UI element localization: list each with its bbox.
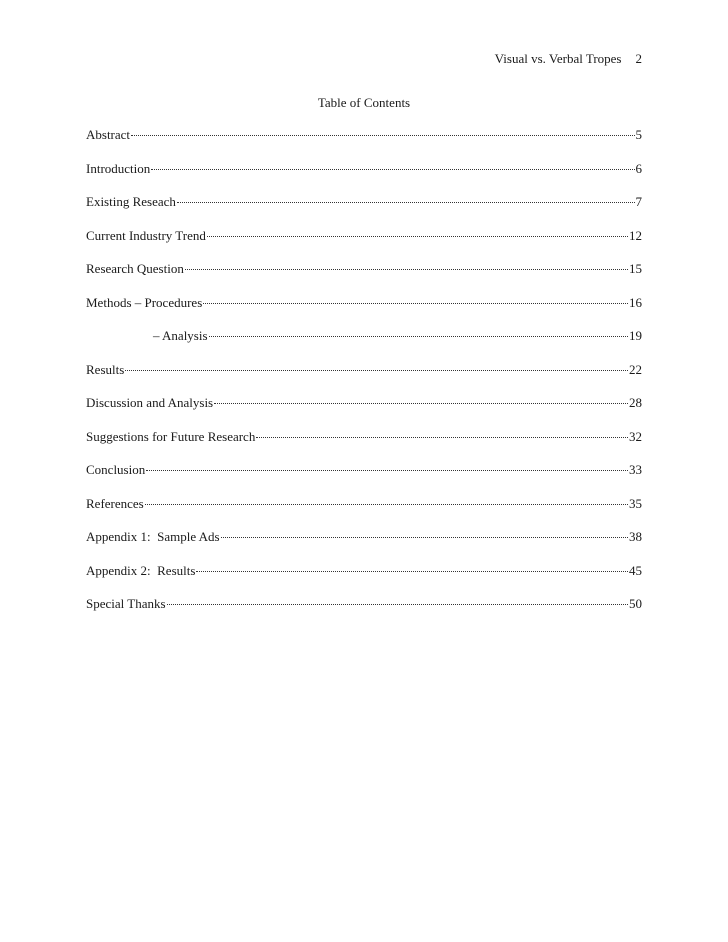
- dot-leader: [146, 470, 628, 471]
- toc-entry-page: 38: [629, 529, 642, 544]
- toc-entry-page: 45: [629, 562, 642, 578]
- dot-leader: [125, 370, 628, 371]
- page-number: 2: [635, 51, 642, 66]
- running-head: [495, 51, 642, 67]
- toc-entry-appendix-1[interactable]: [86, 529, 642, 563]
- running-title: Visual vs. Verbal Tropes: [494, 51, 622, 66]
- toc-entry-label: Discussion and Analysis: [86, 395, 214, 410]
- toc-entry-special-thanks[interactable]: [86, 596, 642, 630]
- toc-entry-abstract[interactable]: [86, 127, 642, 161]
- dot-leader: [207, 236, 628, 237]
- toc-entry-page: 28: [629, 395, 642, 410]
- toc-entry-label: Conclusion: [86, 462, 146, 477]
- toc-entry-page: 7: [635, 194, 642, 209]
- toc-entry-page: 5: [635, 127, 642, 142]
- dot-leader: [221, 537, 628, 538]
- toc-entry-label: References: [86, 495, 144, 511]
- toc-entry-suggestions-future-research[interactable]: [86, 429, 642, 463]
- toc-title: Table of Contents: [317, 95, 411, 110]
- toc-entry-label: Methods – Procedures: [86, 294, 203, 310]
- toc-entry-page: 22: [629, 361, 642, 377]
- dot-leader: [167, 604, 628, 605]
- dot-leader: [151, 169, 634, 170]
- dot-leader: [203, 303, 628, 304]
- toc-entry-introduction[interactable]: [86, 161, 642, 195]
- toc-entry-page: 12: [629, 227, 642, 243]
- toc-entry-page: 35: [629, 495, 642, 511]
- toc-entry-label: Abstract: [86, 127, 131, 142]
- toc-entry-results[interactable]: [86, 362, 642, 396]
- toc-entry-page: 6: [635, 160, 642, 176]
- dot-leader: [256, 437, 628, 438]
- toc-entry-label: Current Industry Trend: [86, 227, 206, 243]
- toc-entry-appendix-2[interactable]: [86, 563, 642, 597]
- toc-entry-label: Research Question: [86, 261, 184, 276]
- toc-entry-label: Appendix 1: Sample Ads: [86, 529, 220, 544]
- toc-entry-label: Results: [86, 361, 125, 377]
- toc-entry-label: Introduction: [86, 160, 151, 176]
- toc-entry-methods-procedures[interactable]: [86, 295, 642, 329]
- dot-leader: [145, 504, 628, 505]
- dot-leader: [131, 135, 634, 136]
- toc-entry-label: Suggestions for Future Research: [86, 428, 256, 444]
- toc-entry-conclusion[interactable]: [86, 462, 642, 496]
- toc-entry-existing-research[interactable]: [86, 194, 642, 228]
- toc-entry-current-industry-trend[interactable]: [86, 228, 642, 262]
- toc-entry-label: Special Thanks: [86, 596, 166, 611]
- dot-leader: [209, 336, 628, 337]
- dot-leader: [214, 403, 628, 404]
- table-of-contents: [86, 127, 642, 630]
- toc-entry-page: 33: [629, 462, 642, 477]
- toc-entry-discussion-and-analysis[interactable]: [86, 395, 642, 429]
- toc-entry-page: 50: [629, 596, 642, 611]
- dot-leader: [196, 571, 628, 572]
- toc-entry-research-question[interactable]: [86, 261, 642, 295]
- toc-entry-label: Appendix 2: Results: [86, 562, 196, 578]
- toc-entry-page: 32: [629, 428, 642, 444]
- dot-leader: [185, 269, 628, 270]
- toc-entry-label: Existing Reseach: [86, 194, 176, 209]
- toc-entry-page: 19: [629, 328, 642, 343]
- dot-leader: [177, 202, 635, 203]
- toc-entry-methods-analysis[interactable]: [86, 328, 642, 362]
- toc-entry-page: 16: [629, 294, 642, 310]
- toc-entry-label: – Analysis: [153, 328, 208, 343]
- toc-entry-references[interactable]: [86, 496, 642, 530]
- toc-entry-page: 15: [629, 261, 642, 276]
